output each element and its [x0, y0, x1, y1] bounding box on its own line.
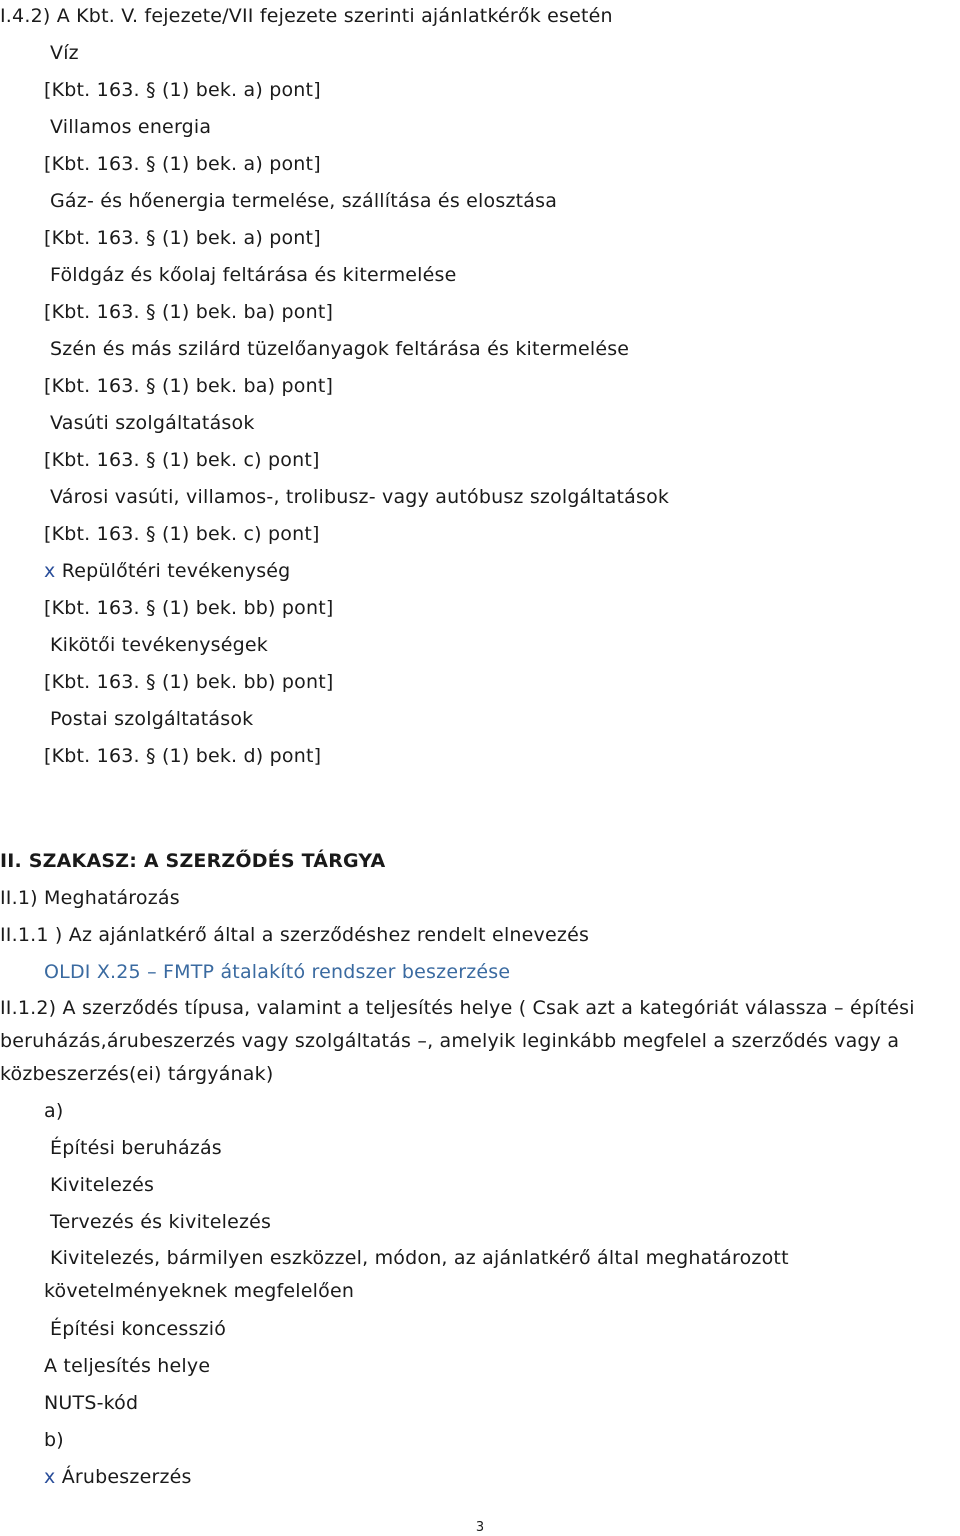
sector-label: Kikötői tevékenységek — [50, 634, 268, 656]
section-title: II. SZAKASZ: A SZERZŐDÉS TÁRGYA — [0, 850, 386, 872]
sector-label: x Repülőtéri tevékenység — [44, 560, 291, 582]
sector-label: Postai szolgáltatások — [50, 708, 254, 730]
option-item: Építési koncesszió — [50, 1318, 227, 1340]
option-item: Kivitelezés, bármilyen eszközzel, módon, az ajánlatkérő által meghatározott követelményeknek megfelelően — [44, 1247, 789, 1302]
check-mark-icon: x — [44, 1466, 56, 1488]
sector-reference: [Kbt. 163. § (1) bek. c) pont] — [44, 449, 320, 471]
sector-label: Földgáz és kőolaj feltárása és kitermelése — [50, 264, 457, 286]
sector-reference: [Kbt. 163. § (1) bek. a) pont] — [44, 153, 321, 175]
option-item-checked: x Árubeszerzés — [44, 1466, 192, 1488]
sector-reference: [Kbt. 163. § (1) bek. ba) pont] — [44, 301, 334, 323]
sector-label: Szén és más szilárd tüzelőanyagok feltárása és kitermelése — [50, 338, 630, 360]
sector-reference: [Kbt. 163. § (1) bek. bb) pont] — [44, 671, 334, 693]
sector-reference: [Kbt. 163. § (1) bek. ba) pont] — [44, 375, 334, 397]
contract-name: OLDI X.25 – FMTP átalakító rendszer beszerzése — [44, 961, 511, 983]
sector-reference: [Kbt. 163. § (1) bek. d) pont] — [44, 745, 322, 767]
check-mark-icon: x — [44, 560, 56, 582]
contract-type-paragraph: II.1.2) A szerződés típusa, valamint a teljesítés helye ( Csak azt a kategóriát válassza – építési beruházás,árubeszerzés vagy szolgáltatás –, amelyik leginkább megfelel a szerződés vagy a közbeszerzés(ei) tárgyának) — [0, 997, 915, 1085]
subsection-heading: II.1.1 ) Az ajánlatkérő által a szerződéshez rendelt elnevezés — [0, 924, 590, 946]
sector-reference: [Kbt. 163. § (1) bek. a) pont] — [44, 227, 321, 249]
sector-label: Víz — [50, 42, 79, 64]
sector-label: Vasúti szolgáltatások — [50, 412, 255, 434]
sector-label: Villamos energia — [50, 116, 212, 138]
section-heading: I.4.2) A Kbt. V. fejezete/VII fejezete szerinti ajánlatkérők esetén — [0, 5, 613, 27]
sector-reference: [Kbt. 163. § (1) bek. c) pont] — [44, 523, 320, 545]
option-item: Tervezés és kivitelezés — [50, 1211, 272, 1233]
sector-reference: [Kbt. 163. § (1) bek. bb) pont] — [44, 597, 334, 619]
sector-reference: [Kbt. 163. § (1) bek. a) pont] — [44, 79, 321, 101]
place-label: A teljesítés helye — [44, 1355, 211, 1377]
sector-label: Gáz- és hőenergia termelése, szállítása és elosztása — [50, 190, 558, 212]
option-item: Építési beruházás — [50, 1137, 222, 1159]
subsection-heading: II.1) Meghatározás — [0, 887, 180, 909]
option-item: Kivitelezés — [50, 1174, 155, 1196]
option-b-label: b) — [44, 1429, 64, 1451]
option-a-label: a) — [44, 1100, 64, 1122]
nuts-label: NUTS-kód — [44, 1392, 139, 1414]
page-number: 3 — [475, 1520, 485, 1535]
sector-label: Városi vasúti, villamos-, trolibusz- vagy autóbusz szolgáltatások — [50, 486, 670, 508]
